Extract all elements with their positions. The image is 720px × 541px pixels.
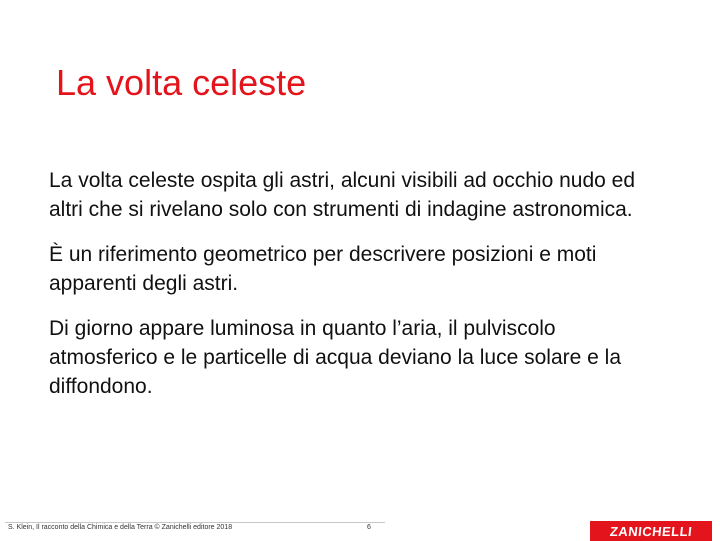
- slide-title: La volta celeste: [56, 62, 307, 103]
- body-paragraph: Di giorno appare luminosa in quanto l’aria, il pulviscolo atmosferico e le particelle di acqua deviano la luce solare e la diffondono.: [49, 317, 621, 398]
- publisher-logo-text: ZANICHELLI: [609, 523, 693, 539]
- slide-body: [49, 166, 659, 417]
- footer-divider: [5, 522, 385, 523]
- slide-footer: [0, 514, 720, 540]
- page-number: 6: [367, 524, 371, 531]
- footer-credit: S. Klein, Il racconto della Chimica e della Terra © Zanichelli editore 2018: [8, 524, 233, 531]
- publisher-logo: [590, 521, 712, 541]
- body-paragraph: È un riferimento geometrico per descrivere posizioni e moti apparenti degli astri.: [49, 243, 597, 295]
- body-paragraph: La volta celeste ospita gli astri, alcuni visibili ad occhio nudo ed altri che si rivelano solo con strumenti di indagine astronomica.: [49, 169, 636, 221]
